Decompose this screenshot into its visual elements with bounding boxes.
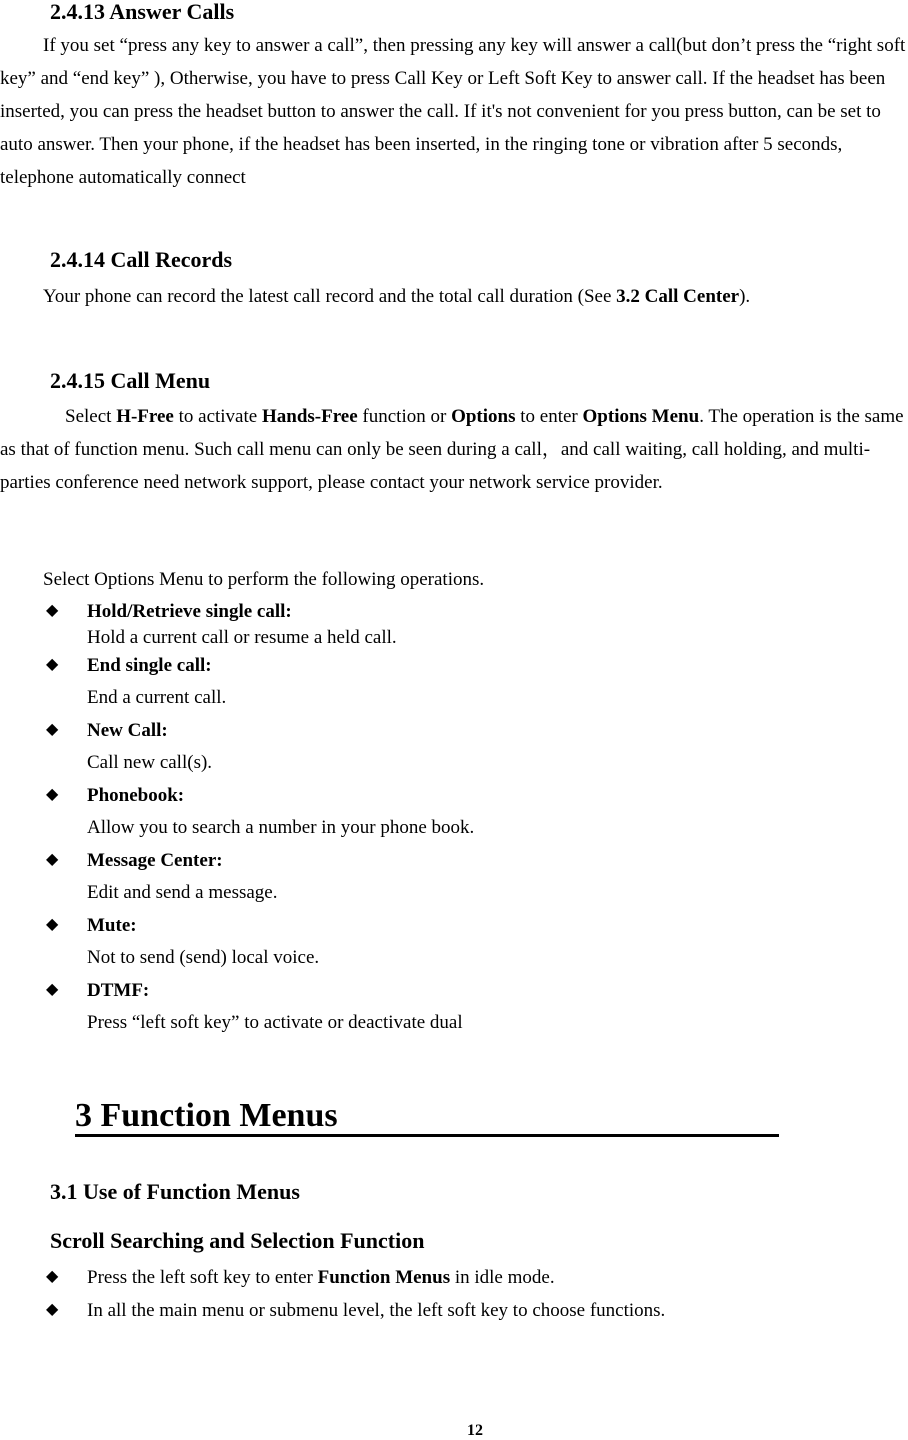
option-description: Call new call(s). xyxy=(87,752,213,773)
text-run: Select xyxy=(65,406,117,427)
text-run: in idle mode. xyxy=(450,1267,555,1288)
text-run: to enter xyxy=(515,406,583,427)
bullet-text: In all the main menu or submenu level, the left soft key to choose functions. xyxy=(87,1300,666,1321)
call-records-text-end: ). xyxy=(739,286,751,307)
diamond-bullet-icon: ◆ xyxy=(46,981,59,998)
text-run: Press the left soft key to enter xyxy=(87,1267,318,1288)
option-description: Not to send (send) local voice. xyxy=(87,947,320,968)
section-heading-call-menu: 2.4.15 Call Menu xyxy=(50,368,211,393)
function-menus-term: Function Menus xyxy=(317,1267,451,1288)
answer-calls-paragraph: If you set “press any key to answer a call”, then pressing any key will answer a call(but don’t press the “right soft key” and “end key” ), Otherwise, you have to press Call Key or Left Soft Key to answer call. If the headset has been inserted, you can press the headset button to answer the call. If it's not convenient for you press button, can be set to auto answer. Then your phone, if the headset has been inserted, in the ringing tone or vibration after 5 seconds, telephone automatically connect xyxy=(0,35,906,188)
option-description: Press “left soft key” to activate or deactivate dual xyxy=(87,1012,463,1033)
diamond-bullet-icon: ◆ xyxy=(46,786,59,803)
chapter-heading-underline xyxy=(75,1134,779,1137)
text-run: function or xyxy=(357,406,452,427)
section-heading-use-of-function-menus: 3.1 Use of Function Menus xyxy=(50,1179,300,1204)
call-records-text: Your phone can record the latest call record and the total call duration (See xyxy=(43,286,617,307)
option-title: End single call: xyxy=(87,655,212,676)
hands-free-term: Hands-Free xyxy=(261,406,358,427)
diamond-bullet-icon: ◆ xyxy=(46,1301,59,1318)
diamond-bullet-icon: ◆ xyxy=(46,916,59,933)
option-description: Hold a current call or resume a held call. xyxy=(87,627,397,648)
option-description: Allow you to search a number in your phone book. xyxy=(87,817,475,838)
option-title: Mute: xyxy=(87,915,137,936)
options-menu-intro: Select Options Menu to perform the following operations. xyxy=(43,569,485,590)
call-menu-paragraph xyxy=(0,400,908,499)
option-title: Hold/Retrieve single call: xyxy=(87,601,292,622)
h-free-term: H-Free xyxy=(116,406,174,427)
option-description: Edit and send a message. xyxy=(87,882,278,903)
option-title: Phonebook: xyxy=(87,785,185,806)
option-title: New Call: xyxy=(87,720,168,741)
option-title: DTMF: xyxy=(87,980,150,1001)
text-run: . The operation is the same as that of function menu. Such call menu can only be seen during a call，and call waiting, call holding, and multi-parties conference need network support, please contact your network service provider. xyxy=(0,406,904,493)
subsection-heading-scroll-searching: Scroll Searching and Selection Function xyxy=(50,1228,425,1253)
options-menu-term: Options Menu xyxy=(582,406,700,427)
diamond-bullet-icon: ◆ xyxy=(46,1268,59,1285)
diamond-bullet-icon: ◆ xyxy=(46,602,59,619)
call-records-paragraph xyxy=(43,286,750,308)
chapter-heading-function-menus: 3 Function Menus xyxy=(75,1097,338,1134)
option-description: End a current call. xyxy=(87,687,227,708)
text-run: to activate xyxy=(173,406,262,427)
section-heading-answer-calls: 2.4.13 Answer Calls xyxy=(50,0,235,24)
diamond-bullet-icon: ◆ xyxy=(46,656,59,673)
section-heading-call-records: 2.4.14 Call Records xyxy=(50,247,233,272)
options-term: Options xyxy=(451,406,516,427)
bullet-text xyxy=(87,1267,555,1289)
diamond-bullet-icon: ◆ xyxy=(46,721,59,738)
page-number: 12 xyxy=(467,1422,483,1439)
call-center-reference: 3.2 Call Center xyxy=(616,286,740,307)
diamond-bullet-icon: ◆ xyxy=(46,851,59,868)
option-title: Message Center: xyxy=(87,850,223,871)
